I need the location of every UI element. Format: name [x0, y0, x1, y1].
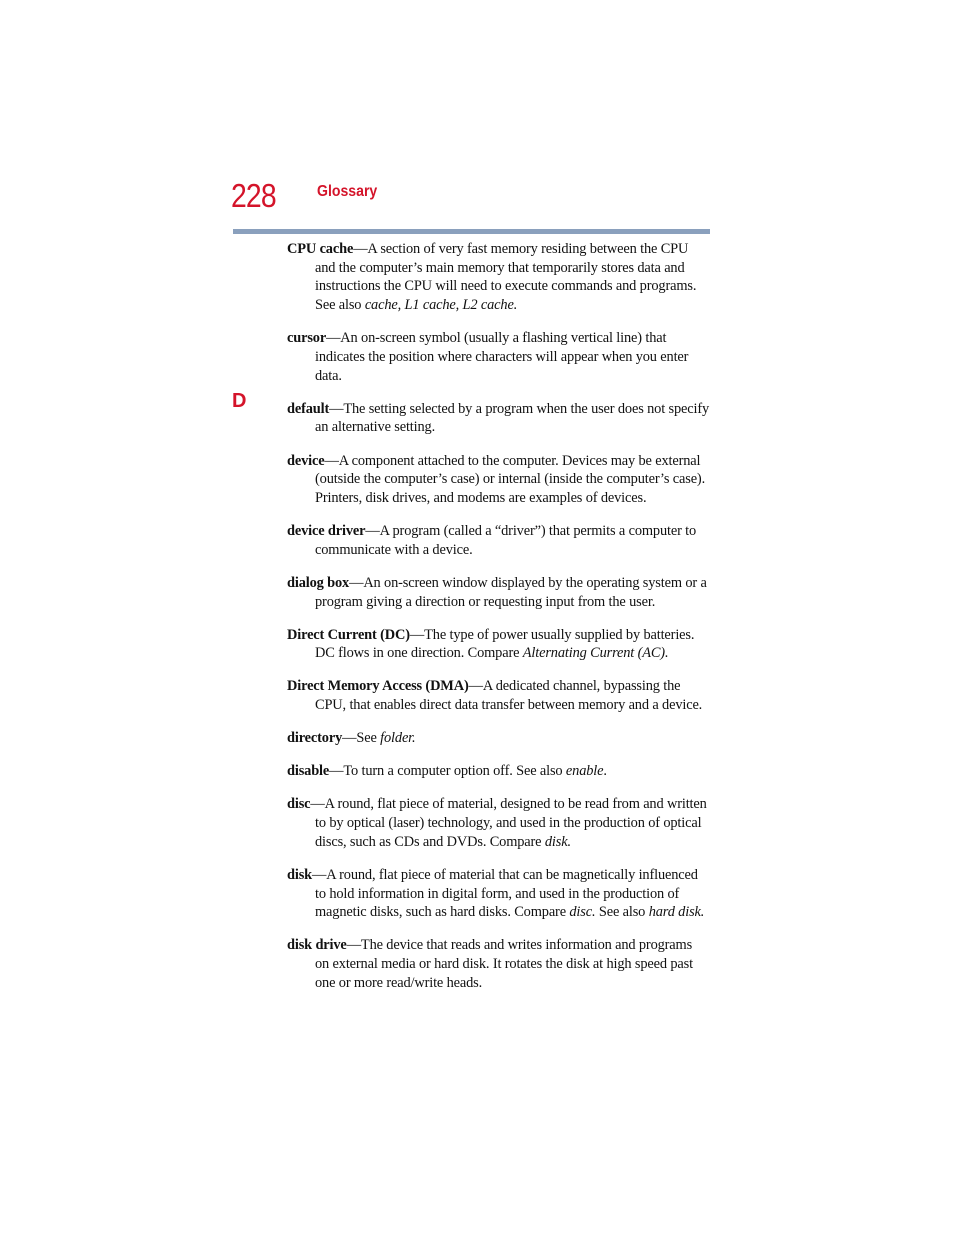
entry-definition: —A round, flat piece of material that can be magnetically influenced to hold information in digital form, and used in the production of magnetic disks, such as hard disks. Compare	[312, 866, 698, 921]
entry-definition: —A dedicated channel, bypassing the CPU, that enables direct data transfer between memory and a device.	[315, 678, 703, 714]
entry-definition: —The setting selected by a program when the user does not specify an alternative setting.	[315, 400, 710, 436]
header-rule	[233, 229, 710, 234]
section-letter-marker: D	[232, 390, 247, 412]
glossary-entry-directory	[287, 729, 709, 748]
entry-definition: —A component attached to the computer. Devices may be external (outside the computer’s case) or internal (inside the computer’s case). Printers, disk drives, and modems are examples of devices.	[315, 452, 706, 506]
page-number: 228	[231, 177, 276, 214]
entry-definition: —An on-screen symbol (usually a flashing vertical line) that indicates the position where characters will appear when you enter data.	[315, 330, 689, 384]
entry-definition: —A program (called a “driver”) that permits a computer to communicate with a device.	[315, 523, 697, 558]
glossary-entry-direct-current	[287, 626, 709, 663]
entry-definition: —The type of power usually supplied by batteries. DC flows in one direction. Compare	[315, 626, 695, 662]
glossary-entry-cursor	[287, 329, 709, 385]
entry-definition: —The device that reads and writes information and programs on external media or hard disk. It rotates the disk at high speed past one or more read/write heads.	[315, 937, 693, 991]
entry-term: disk drive	[287, 937, 347, 954]
entry-definition-tail: See also	[595, 904, 649, 921]
glossary-entry-disc	[287, 795, 709, 851]
entry-term: dialog box	[287, 574, 350, 591]
entry-term: Direct Memory Access (DMA)	[287, 678, 469, 695]
entry-definition: —An on-screen window displayed by the operating system or a program giving a direction or requesting input from the user.	[315, 574, 707, 610]
glossary-entries	[287, 240, 709, 1002]
entry-cross-reference: folder.	[380, 730, 416, 747]
entry-term: disc	[287, 796, 311, 813]
entry-term: disable	[287, 763, 330, 780]
entry-term: device driver	[287, 523, 366, 539]
glossary-entry-disk	[287, 866, 709, 922]
entry-term: default	[287, 400, 330, 417]
entry-term: CPU cache	[287, 241, 354, 257]
entry-cross-reference: cache, L1 cache, L2 cache.	[364, 297, 518, 314]
entry-term: device	[287, 452, 325, 469]
entry-definition: —A round, flat piece of material, designed to be read from and written to by optical (laser) technology, and used in the production of optical discs, such as CDs and DVDs. Compare	[310, 796, 707, 850]
entry-cross-reference: disk.	[544, 833, 571, 850]
entry-term: Direct Current (DC)	[287, 626, 410, 643]
glossary-entry-dialog-box	[287, 574, 709, 611]
entry-term: directory	[287, 730, 343, 747]
section-title: Glossary	[317, 183, 378, 200]
entry-term: disk	[287, 866, 313, 883]
glossary-entry-device	[287, 452, 709, 508]
entry-definition-tail: .	[603, 763, 607, 780]
entry-definition: —See	[342, 730, 381, 747]
glossary-entry-disk-drive	[287, 936, 709, 992]
glossary-entry-cpu-cache	[287, 240, 709, 315]
entry-definition: —To turn a computer option off. See also	[329, 763, 566, 780]
entry-cross-reference: Alternating Current (AC).	[522, 645, 669, 662]
entry-definition: —A section of very fast memory residing between the CPU and the computer’s main memory that temporarily stores data and instructions the CPU will need to execute commands and programs. See also	[315, 241, 697, 314]
glossary-entry-default	[287, 400, 709, 437]
glossary-entry-device-driver	[287, 522, 709, 559]
glossary-entry-direct-memory-access	[287, 677, 709, 714]
glossary-entry-disable	[287, 762, 709, 781]
entry-cross-reference: enable	[565, 763, 604, 780]
entry-term: cursor	[287, 330, 327, 347]
entry-cross-reference: hard disk.	[648, 904, 705, 921]
entry-cross-reference: disc.	[569, 904, 596, 921]
